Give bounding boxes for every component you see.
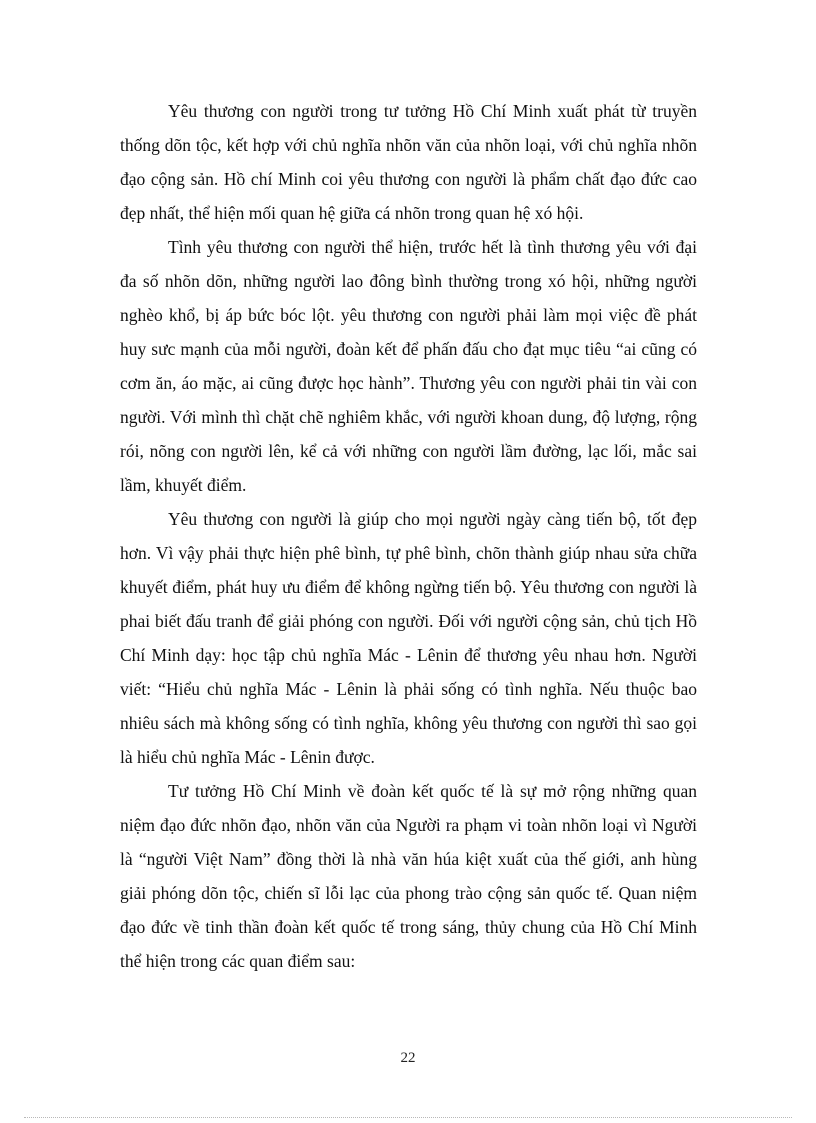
paragraph-helping-people-progress: Yêu thương con người là giúp cho mọi người ngày càng tiến bộ, tốt đẹp hơn. Vì vậy phải thực hiện phê bình, tự phê bình, chõn thành giúp nhau sửa chữa khuyết điểm, phát huy ưu điểm để không ngừng tiến bộ. Yêu thương con người là phai biết đấu tranh để giải phóng con người. Đối với người cộng sản, chủ tịch Hồ Chí Minh dạy: học tập chủ nghĩa Mác - Lênin để thương yêu nhau hơn. Người viết: “Hiểu chủ nghĩa Mác - Lênin là phải sống có tình nghĩa. Nếu thuộc bao nhiêu sách mà không sống có tình nghĩa, không yêu thương con người thì sao gọi là hiểu chủ nghĩa Mác - Lênin được.	[120, 509, 697, 767]
paragraph-love-for-the-masses: Tình yêu thương con người thể hiện, trước hết là tình thương yêu với đại đa số nhõn dõn, những người lao đông bình thường trong xó hội, những người nghèo khổ, bị áp bức bóc lột. yêu thương con người phải làm mọi việc đề phát huy sưc mạnh của mỗi người, đoàn kết để phấn đấu cho đạt mục tiêu “ai cũng có cơm ăn, áo mặc, ai cũng được học hành”. Thương yêu con người phải tin vài con người. Với mình thì chặt chẽ nghiêm khắc, với người khoan dung, độ lượng, rộng rói, nõng con người lên, kể cả với những con người lầm đường, lạc lối, mắc sai lầm, khuyết điểm.	[120, 237, 697, 495]
paragraph-love-for-people: Yêu thương con người trong tư tưởng Hồ Chí Minh xuất phát từ truyền thống dõn tộc, kết hợp với chủ nghĩa nhõn văn của nhõn loại, với chủ nghĩa nhõn đạo cộng sản. Hồ chí Minh coi yêu thương con người là phẩm chất đạo đức cao đẹp nhất, thể hiện mối quan hệ giữa cá nhõn trong quan hệ xó hội.	[120, 101, 697, 223]
paragraph-international-solidarity: Tư tưởng Hồ Chí Minh về đoàn kết quốc tế là sự mở rộng những quan niệm đạo đức nhõn đạo, nhõn văn của Người ra phạm vi toàn nhõn loại vì Người là “người Việt Nam” đồng thời là nhà văn húa kiệt xuất của thế giới, anh hùng giải phóng dõn tộc, chiến sĩ lỗi lạc của phong trào cộng sản quốc tế. Quan niệm đạo đức về tinh thần đoàn kết quốc tế trong sáng, thủy chung của Hồ Chí Minh thể hiện trong các quan điểm sau:	[120, 781, 697, 971]
page-number: 22	[400, 1050, 416, 1066]
page-bottom-divider	[24, 1117, 792, 1118]
body-text	[120, 94, 697, 978]
